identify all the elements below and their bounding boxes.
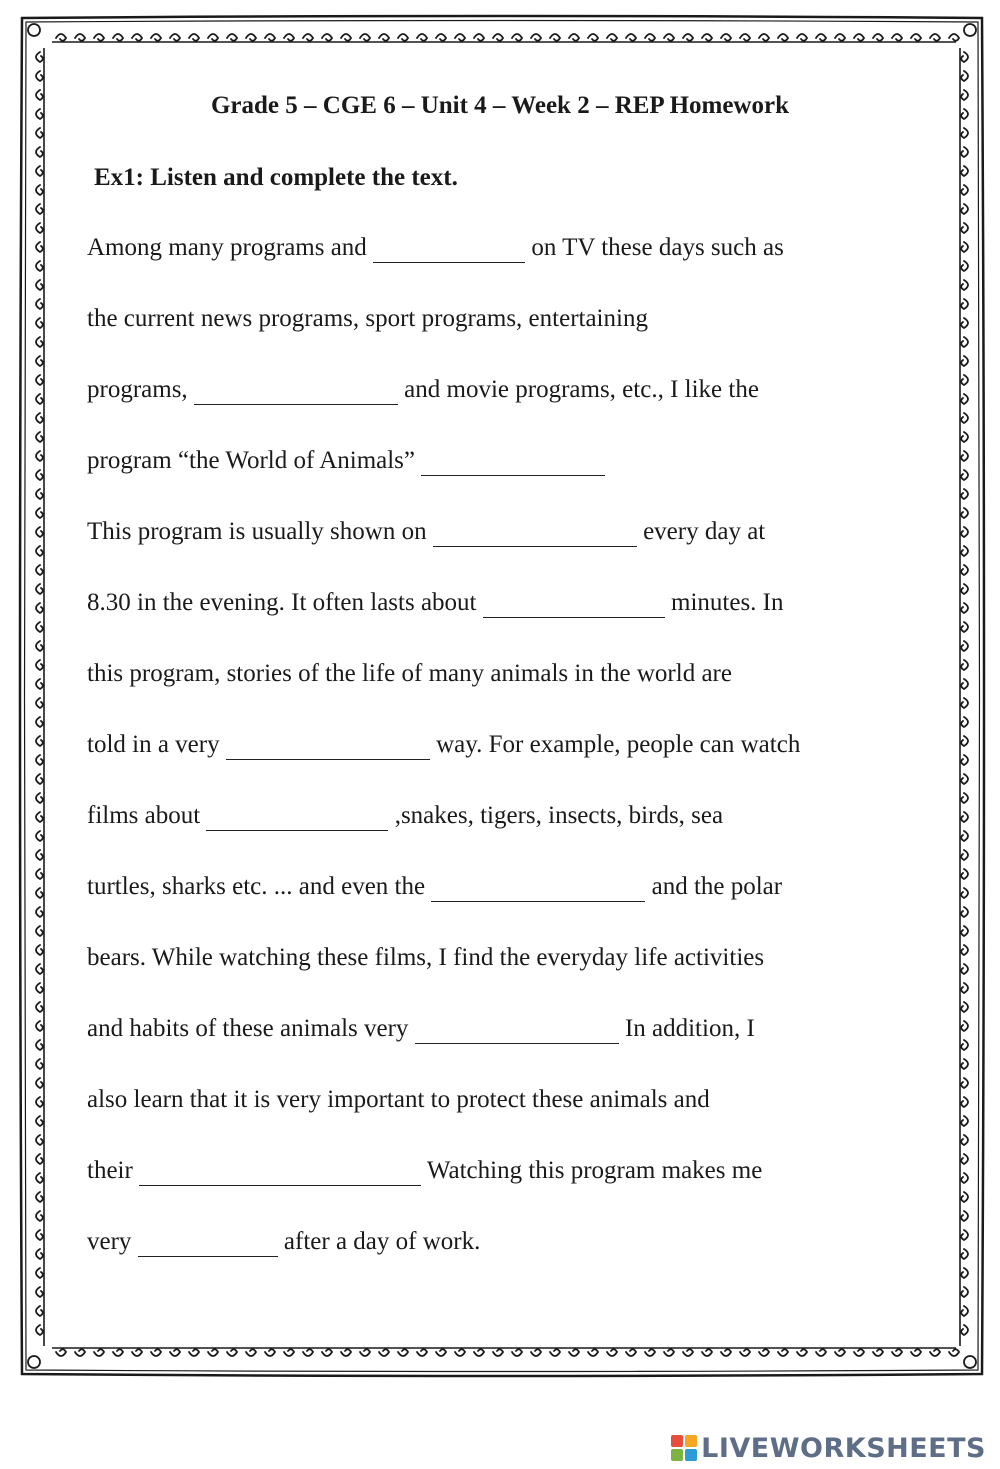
text-segment: programs, [87,376,188,403]
answer-blank-5[interactable] [483,585,665,618]
text-segment: and movie programs, etc., I like the [404,376,759,403]
answer-blank-4-wrap [433,512,637,552]
text-segment: This program is usually shown on [87,518,427,545]
answer-blank-5-wrap [483,583,665,623]
text-line-4 [87,441,605,481]
text-segment: Among many programs and [87,234,367,261]
answer-blank-11-wrap [138,1222,278,1262]
answer-blank-2[interactable] [194,372,398,405]
text-line-8 [87,725,800,765]
answer-blank-7[interactable] [206,798,388,831]
text-line-1 [87,228,784,268]
text-line-15 [87,1222,480,1262]
text-segment: their [87,1157,133,1184]
answer-blank-9-wrap [415,1009,619,1049]
text-line-7 [87,654,732,694]
text-segment: every day at [643,518,766,545]
answer-blank-11[interactable] [138,1224,278,1257]
exercise-heading: Ex1: Listen and complete the text. [94,164,458,191]
text-segment: films about [87,802,201,829]
answer-blank-10[interactable] [139,1153,421,1186]
answer-blank-1-wrap [373,228,525,268]
answer-blank-10-wrap [139,1151,421,1191]
answer-blank-2-wrap [194,370,398,410]
text-segment: on TV these days such as [531,234,784,261]
text-line-10 [87,867,782,907]
text-segment: and habits of these animals very [87,1015,409,1042]
text-line-12 [87,1009,755,1049]
text-segment: and the polar [651,873,783,900]
answer-blank-9[interactable] [415,1011,619,1044]
text-segment: this program, stories of the life of many animals in the world are [87,660,732,687]
text-line-9 [87,796,723,836]
text-segment: In addition, I [624,1015,755,1042]
text-line-13 [87,1080,710,1120]
text-segment: very [87,1228,132,1255]
answer-blank-8-wrap [431,867,645,907]
answer-blank-3[interactable] [421,443,605,476]
text-line-6 [87,583,784,623]
text-segment: Watching this program makes me [426,1157,763,1184]
text-segment: bears. While watching these films, I find the everyday life activities [87,944,765,971]
answer-blank-8[interactable] [431,869,645,902]
answer-blank-6-wrap [226,725,430,765]
text-line-11 [87,938,764,978]
text-segment: way. For example, people can watch [436,731,801,758]
text-segment: program “the World of Animals” [87,447,416,474]
text-segment: ,snakes, tigers, insects, birds, sea [394,802,724,829]
answer-blank-7-wrap [206,796,388,836]
text-line-14 [87,1151,762,1191]
liveworksheets-logo[interactable] [671,1428,986,1468]
answer-blank-1[interactable] [373,230,525,263]
text-line-2 [87,299,648,339]
text-segment: the current news programs, sport programs, entertaining [87,305,648,332]
text-line-5 [87,512,765,552]
text-segment: after a day of work. [283,1228,481,1255]
answer-blank-4[interactable] [433,514,637,547]
page-title: Grade 5 – CGE 6 – Unit 4 – Week 2 – REP Homework [210,92,789,119]
text-line-3 [87,370,759,410]
logo-text: LIVEWORKSHEETS [701,1432,986,1464]
text-segment: minutes. In [671,589,784,616]
text-segment: turtles, sharks etc. ... and even the [87,873,426,900]
text-segment: 8.30 in the evening. It often lasts about [87,589,477,616]
answer-blank-3-wrap [421,441,605,481]
text-segment: told in a very [87,731,220,758]
liveworksheets-logo-icon [671,1435,697,1461]
answer-blank-6[interactable] [226,727,430,760]
text-segment: also learn that it is very important to protect these animals and [87,1086,710,1113]
